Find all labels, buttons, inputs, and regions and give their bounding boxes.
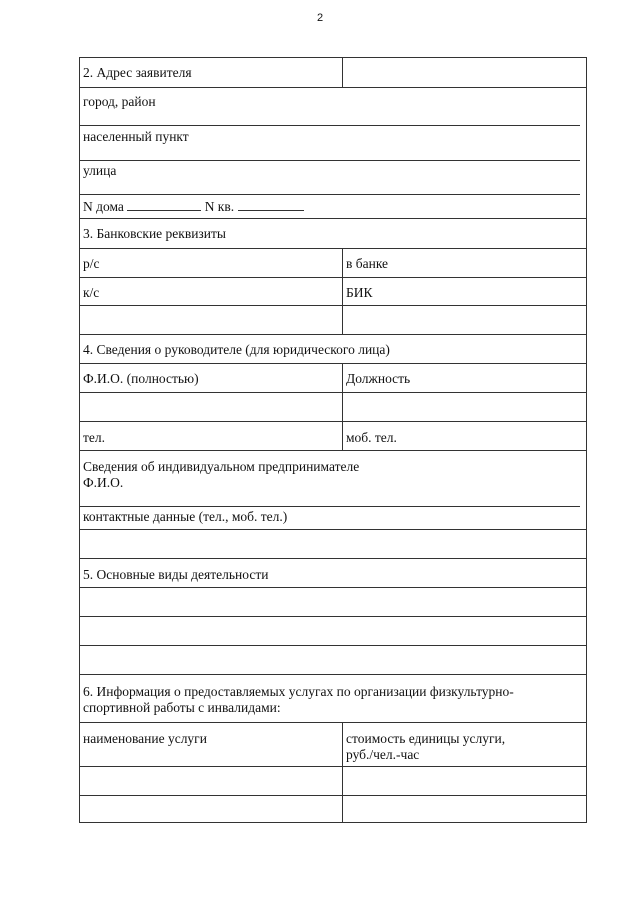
house-label: N дома — [83, 199, 124, 214]
corr-account-row — [80, 277, 586, 305]
unit-cost-label-line2: руб./чел.-час — [346, 747, 420, 762]
activity-row-2 — [80, 616, 586, 645]
section2-title-cell — [80, 58, 342, 87]
unit-cost-cell-1[interactable] — [342, 767, 586, 795]
apartment-label: N кв. — [204, 199, 235, 214]
activity-cell-1[interactable] — [80, 588, 586, 616]
mobile-cell[interactable] — [342, 422, 586, 450]
section4-header-row — [80, 334, 586, 363]
entrepreneur-contacts-value-cell[interactable] — [80, 530, 586, 558]
activity-cell-2[interactable] — [80, 617, 586, 645]
fio-value-cell[interactable] — [80, 393, 342, 421]
service-name-cell-1[interactable] — [80, 767, 342, 795]
entrepreneur-fio-line[interactable] — [80, 506, 580, 507]
section2-header-row — [80, 58, 586, 87]
section5-title: 5. Основные виды деятельности — [83, 567, 269, 582]
entrepreneur-empty-row — [80, 529, 586, 558]
bik-cell[interactable] — [342, 278, 586, 305]
entrepreneur-block — [80, 450, 586, 529]
city-line[interactable] — [80, 125, 580, 126]
bank-empty-row — [80, 305, 586, 334]
section6-title-line1: 6. Информация о предоставляемых услугах по организации физкультурно- — [83, 684, 514, 699]
account-label: р/с — [83, 256, 100, 271]
service-name-label: наименование услуги — [83, 731, 207, 746]
section3-title: 3. Банковские реквизиты — [83, 226, 226, 241]
fio-label: Ф.И.О. (полностью) — [83, 371, 199, 386]
section2-empty-cell[interactable] — [342, 58, 586, 87]
street-label: улица — [83, 163, 117, 178]
unit-cost-header-cell — [342, 723, 586, 766]
bank-empty-left-cell[interactable] — [80, 306, 342, 334]
bank-label: в банке — [346, 256, 389, 271]
bank-account-row — [80, 248, 586, 277]
position-header-cell — [342, 364, 586, 392]
phone-cell[interactable] — [80, 422, 342, 450]
application-form-table — [79, 57, 587, 823]
activity-row-3 — [80, 645, 586, 674]
corr-account-label: к/с — [83, 285, 100, 300]
section6-header-row — [80, 674, 586, 722]
house-number-field[interactable] — [127, 198, 201, 211]
apartment-number-field[interactable] — [238, 198, 304, 211]
service-row-1 — [80, 766, 586, 795]
house-apartment-line — [83, 198, 304, 215]
entrepreneur-cell — [80, 451, 586, 529]
corr-account-cell[interactable] — [80, 278, 342, 305]
activity-cell-3[interactable] — [80, 646, 586, 674]
service-row-2 — [80, 795, 586, 822]
position-label: Должность — [346, 371, 411, 386]
activity-row-1 — [80, 587, 586, 616]
services-header-row — [80, 722, 586, 766]
section3-header-row — [80, 218, 586, 248]
entrepreneur-title: Сведения об индивидуальном предпринимателе — [83, 459, 360, 474]
section2-title: 2. Адрес заявителя — [83, 65, 192, 80]
bank-cell[interactable] — [342, 249, 586, 277]
service-name-header-cell — [80, 723, 342, 766]
entrepreneur-fio-label: Ф.И.О. — [83, 475, 124, 490]
settlement-label: населенный пункт — [83, 129, 189, 144]
service-name-cell-2[interactable] — [80, 796, 342, 822]
section5-header-row — [80, 558, 586, 587]
section6-title-line2: спортивной работы с инвалидами: — [83, 700, 281, 715]
unit-cost-label-line1: стоимость единицы услуги, — [346, 731, 506, 746]
entrepreneur-contacts-label: контактные данные (тел., моб. тел.) — [83, 509, 288, 524]
phone-row — [80, 421, 586, 450]
position-value-cell[interactable] — [342, 393, 586, 421]
street-line[interactable] — [80, 194, 580, 195]
bank-empty-right-cell[interactable] — [342, 306, 586, 334]
director-header-row — [80, 363, 586, 392]
section6-title-cell — [80, 675, 586, 722]
section4-title-cell — [80, 335, 586, 363]
unit-cost-cell-2[interactable] — [342, 796, 586, 822]
bik-label: БИК — [346, 285, 373, 300]
section3-title-cell — [80, 219, 586, 248]
section4-title: 4. Сведения о руководителе (для юридического лица) — [83, 342, 390, 357]
settlement-line[interactable] — [80, 160, 580, 161]
account-cell[interactable] — [80, 249, 342, 277]
address-cell — [80, 88, 586, 218]
fio-header-cell — [80, 364, 342, 392]
mobile-label: моб. тел. — [346, 430, 397, 445]
page-number: 2 — [316, 12, 324, 24]
address-block — [80, 87, 586, 218]
section5-title-cell — [80, 559, 586, 587]
phone-label: тел. — [83, 430, 106, 445]
city-label: город, район — [83, 94, 156, 109]
director-empty-row — [80, 392, 586, 421]
